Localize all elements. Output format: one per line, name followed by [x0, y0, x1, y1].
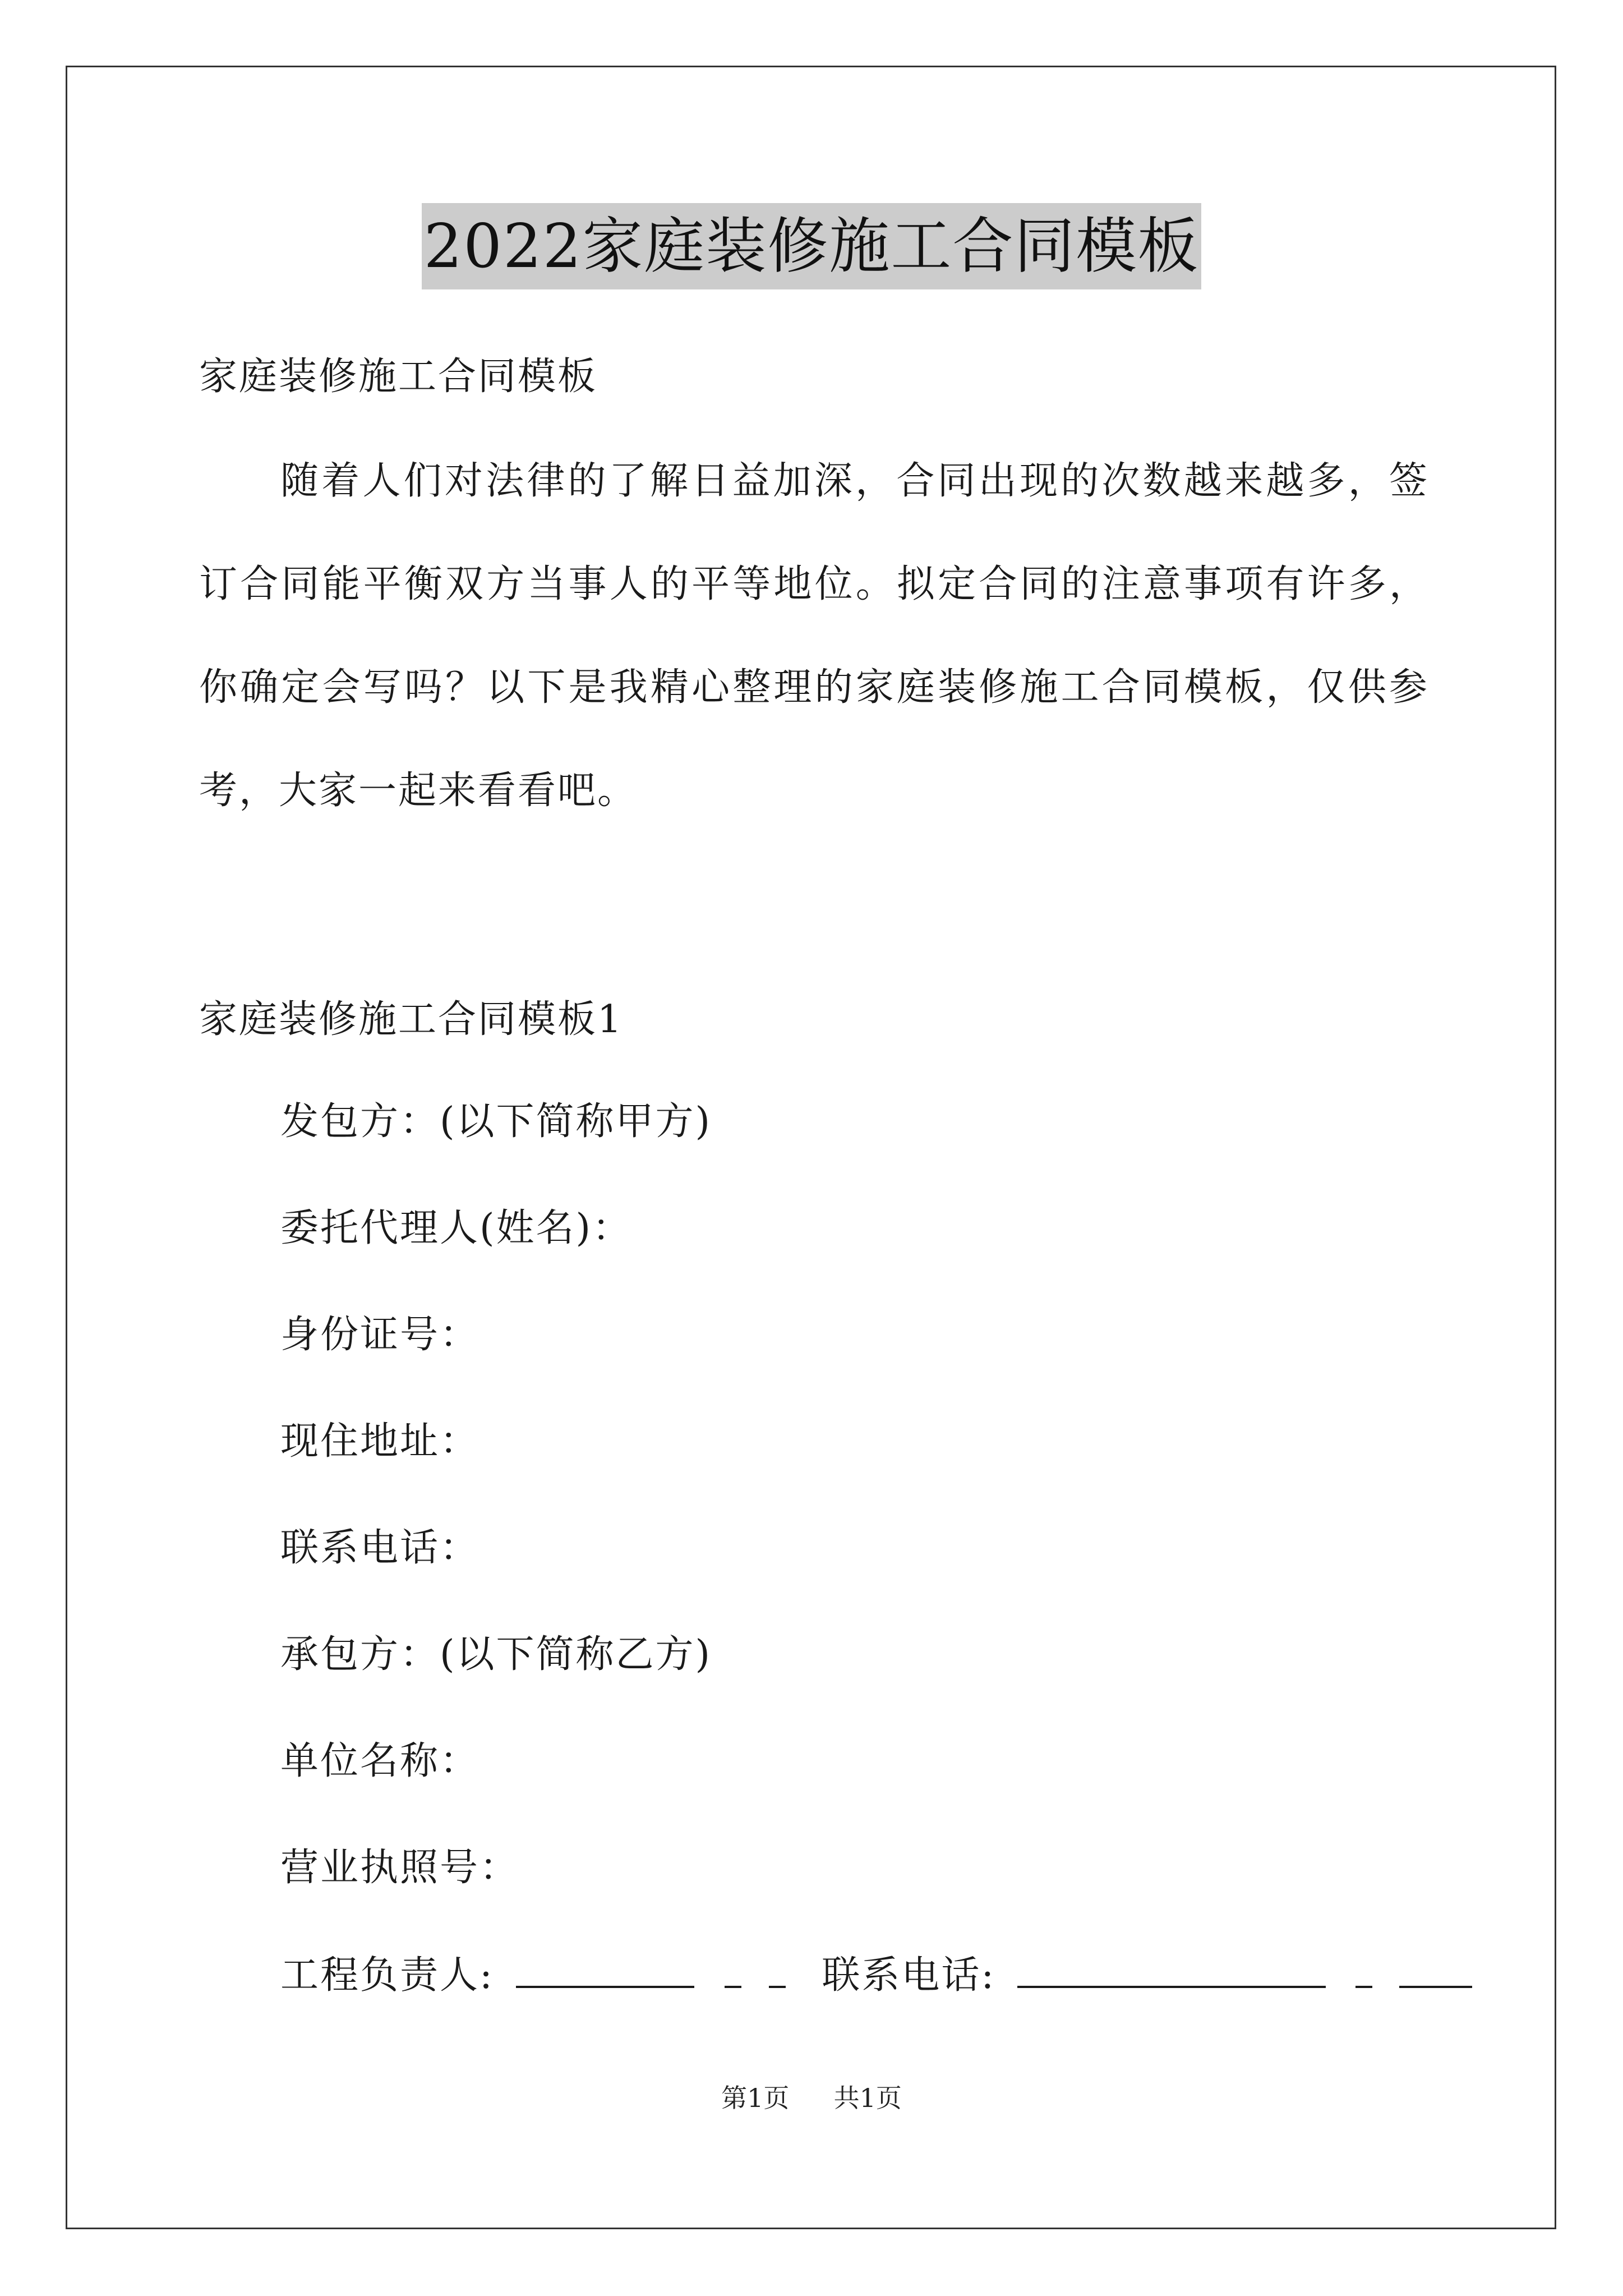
project-manager-blank — [516, 1952, 694, 1988]
project-phone-blank-tail — [1399, 1952, 1472, 1988]
intro-line-2: 订合同能平衡双方当事人的平等地位。拟定合同的注意事项有许多， — [199, 562, 1427, 606]
intro-line-1: 随着人们对法律的了解日益加深，合同出现的次数越来越多，签 — [280, 459, 1427, 503]
document-title: 2022家庭装修施工合同模板 — [422, 203, 1202, 289]
field-agent: 委托代理人(姓名)： — [280, 1206, 633, 1250]
footer-total-pages: 共1页 — [833, 2083, 902, 2113]
field-id-number: 身份证号： — [280, 1313, 480, 1357]
field-contact-row — [280, 1952, 1472, 1998]
field-contractor: 承包方：(以下简称乙方) — [280, 1632, 712, 1677]
field-address: 现住地址： — [280, 1419, 480, 1464]
field-license-number: 营业执照号： — [280, 1846, 520, 1890]
intro-line-4: 考，大家一起来看看吧。 — [199, 769, 638, 813]
field-company-name: 单位名称： — [280, 1739, 480, 1783]
intro-line-3: 你确定会写吗？以下是我精心整理的家庭装修施工合同模板，仅供参 — [199, 665, 1427, 710]
page-footer — [0, 2081, 1623, 2115]
project-phone-label: 联系电话: — [822, 1953, 996, 1998]
footer-page-number: 第1页 — [721, 2083, 790, 2113]
title-wrap — [0, 203, 1623, 289]
field-phone: 联系电话： — [280, 1526, 480, 1570]
section-heading: 家庭装修施工合同模板1 — [199, 997, 624, 1042]
project-manager-blank-short-2 — [769, 1952, 786, 1988]
project-manager-label: 工程负责人: — [280, 1953, 494, 1998]
project-phone-blank-short — [1355, 1952, 1372, 1988]
project-manager-blank-short-1 — [725, 1952, 741, 1988]
project-phone-blank — [1017, 1952, 1326, 1988]
document-subtitle: 家庭装修施工合同模板 — [199, 355, 598, 399]
field-employer: 发包方：(以下简称甲方) — [280, 1099, 712, 1144]
